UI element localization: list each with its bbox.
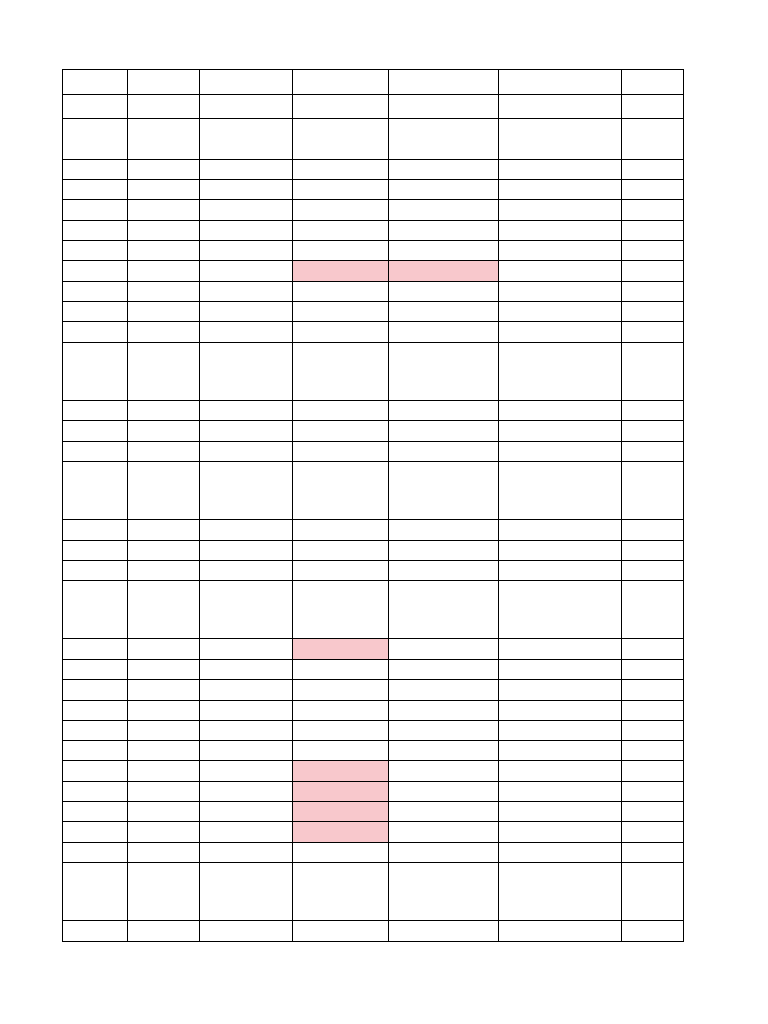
column-header-surname: [292, 118, 388, 159]
empty-cell: [199, 760, 292, 781]
grid-line: [62, 118, 684, 119]
grid-line: [62, 519, 684, 520]
table-cell-position: [127, 920, 199, 941]
table-cell-surname: [292, 540, 388, 560]
table-cell-surname: [292, 659, 388, 679]
table-cell-first-name: [388, 281, 498, 301]
grid-line: [62, 720, 684, 721]
empty-cell: [199, 821, 292, 842]
empty-cell: [621, 240, 683, 260]
grid-line: [62, 740, 684, 741]
table-cell-position: [127, 301, 199, 321]
table-cell-first-name: [388, 700, 498, 720]
empty-cell: [127, 560, 199, 580]
grid-line: [62, 94, 684, 95]
table-cell-first-name: [388, 519, 498, 540]
table-cell-surname: [292, 781, 388, 801]
empty-cell: [199, 420, 292, 441]
table-cell-sn: [62, 801, 127, 821]
grid-line: [62, 281, 684, 282]
table-cell-first-name: [388, 781, 498, 801]
table-cell-sn: [62, 821, 127, 842]
empty-cell: [498, 281, 621, 301]
empty-cell: [498, 801, 621, 821]
table-cell-other-names: [498, 700, 621, 720]
empty-cell: [127, 240, 199, 260]
table-cell-unique-no: [199, 260, 292, 281]
empty-cell: [621, 560, 683, 580]
empty-cell: [199, 920, 292, 941]
table-cell-position: [127, 720, 199, 740]
grid-line: [62, 220, 684, 221]
empty-cell: [292, 321, 388, 342]
grid-line: [62, 659, 684, 660]
grid-line: [62, 920, 684, 921]
empty-cell: [498, 740, 621, 760]
table-cell-other-names: [498, 781, 621, 801]
table-cell-other-names: [498, 179, 621, 199]
empty-cell: [199, 801, 292, 821]
empty-cell: [621, 159, 683, 179]
empty-cell: [498, 220, 621, 240]
top-fragment-cell: [498, 94, 621, 118]
column-header-first-name: [388, 118, 498, 159]
table-cell-sn: [62, 301, 127, 321]
spreadsheet-sheet: [62, 69, 683, 941]
table-cell-surname: [292, 760, 388, 781]
table-cell-sn: [62, 519, 127, 540]
empty-cell: [127, 441, 199, 461]
grid-line: [62, 321, 684, 322]
table-cell-sn: [62, 400, 127, 420]
table-cell-position: [127, 821, 199, 842]
empty-cell: [498, 400, 621, 420]
empty-cell: [199, 301, 292, 321]
empty-cell: [621, 862, 683, 920]
table-cell-position: [127, 781, 199, 801]
table-cell-first-name: [388, 179, 498, 199]
table-cell-surname: [292, 400, 388, 420]
table-cell-first-name: [388, 862, 498, 920]
table-cell-sn: [62, 920, 127, 941]
empty-cell: [127, 321, 199, 342]
empty-cell: [388, 679, 498, 700]
table-cell-position: [127, 700, 199, 720]
table-cell-sn: [62, 580, 127, 638]
grid-line: [62, 781, 684, 782]
grid-line: [62, 580, 684, 581]
table-cell-other-names: [498, 720, 621, 740]
empty-cell: [621, 659, 683, 679]
grid-line: [62, 400, 684, 401]
table-cell-unique-no: [199, 179, 292, 199]
table-cell-unique-no: [199, 580, 292, 638]
table-cell-sn: [62, 179, 127, 199]
empty-cell: [498, 540, 621, 560]
table-cell-sn: [62, 199, 127, 220]
grid-line: [62, 700, 684, 701]
table-cell-position: [127, 659, 199, 679]
table-cell-first-name: [388, 638, 498, 659]
table-cell-other-names: [498, 862, 621, 920]
empty-cell: [498, 260, 621, 281]
grid-line: [683, 69, 684, 942]
grid-line: [62, 420, 684, 421]
table-cell-surname: [292, 862, 388, 920]
empty-cell: [199, 240, 292, 260]
empty-cell: [621, 781, 683, 801]
empty-cell: [621, 441, 683, 461]
grid-line: [498, 69, 499, 942]
empty-cell: [498, 842, 621, 862]
table-cell-position: [127, 400, 199, 420]
table-cell-sn: [62, 638, 127, 659]
table-cell-position: [127, 862, 199, 920]
table-cell-first-name: [388, 199, 498, 220]
table-cell-surname: [292, 700, 388, 720]
table-cell-unique-no: [199, 461, 292, 519]
empty-cell: [498, 760, 621, 781]
table-cell-surname: [292, 821, 388, 842]
empty-cell: [498, 159, 621, 179]
empty-cell: [621, 420, 683, 441]
table-cell-position: [127, 580, 199, 638]
empty-cell: [199, 842, 292, 862]
grid-line: [62, 260, 684, 261]
empty-cell: [199, 560, 292, 580]
table-cell-position: [127, 199, 199, 220]
table-cell-sn: [62, 461, 127, 519]
grid-line: [62, 69, 63, 942]
empty-cell: [498, 321, 621, 342]
empty-cell: [62, 441, 127, 461]
empty-cell: [621, 220, 683, 240]
table-cell-first-name: [388, 920, 498, 941]
column-header-other-names: [498, 118, 621, 159]
grid-line: [127, 69, 128, 942]
grid-line: [62, 560, 684, 561]
table-cell-first-name: [388, 220, 498, 240]
table-cell-first-name: [388, 260, 498, 281]
empty-cell: [621, 540, 683, 560]
table-cell-position: [127, 519, 199, 540]
table-cell-surname: [292, 638, 388, 659]
empty-cell: [498, 821, 621, 842]
grid-line: [62, 862, 684, 863]
empty-cell: [199, 220, 292, 240]
grid-line: [62, 441, 684, 442]
empty-cell: [199, 638, 292, 659]
empty-cell: [621, 821, 683, 842]
table-cell-position: [127, 801, 199, 821]
table-cell-position: [127, 740, 199, 760]
grid-line: [62, 199, 684, 200]
table-cell-first-name: [388, 740, 498, 760]
empty-cell: [199, 659, 292, 679]
empty-cell: [621, 740, 683, 760]
empty-cell: [621, 301, 683, 321]
empty-cell: [127, 679, 199, 700]
grid-line: [62, 821, 684, 822]
table-cell-unique-no: [199, 781, 292, 801]
grid-line: [62, 638, 684, 639]
empty-cell: [199, 740, 292, 760]
table-cell-sn: [62, 740, 127, 760]
table-cell-position: [127, 342, 199, 400]
table-cell-surname: [292, 199, 388, 220]
empty-cell: [62, 679, 127, 700]
table-cell-first-name: [388, 821, 498, 842]
empty-cell: [621, 700, 683, 720]
table-cell-position: [127, 260, 199, 281]
empty-cell: [292, 159, 388, 179]
table-cell-surname: [292, 179, 388, 199]
grid-line: [62, 941, 684, 942]
empty-cell: [621, 842, 683, 862]
grid-line: [62, 342, 684, 343]
grid-line: [292, 69, 293, 942]
table-cell-sn: [62, 260, 127, 281]
table-cell-surname: [292, 342, 388, 400]
empty-cell: [127, 842, 199, 862]
table-cell-other-names: [498, 659, 621, 679]
empty-cell: [621, 519, 683, 540]
grid-line: [62, 540, 684, 541]
table-cell-position: [127, 461, 199, 519]
table-cell-sn: [62, 220, 127, 240]
table-cell-unique-no: [199, 862, 292, 920]
table-cell-surname: [292, 420, 388, 441]
empty-cell: [621, 281, 683, 301]
empty-cell: [388, 560, 498, 580]
table-cell-surname: [292, 260, 388, 281]
empty-cell: [498, 420, 621, 441]
empty-cell: [388, 321, 498, 342]
empty-cell: [621, 199, 683, 220]
empty-cell: [388, 441, 498, 461]
empty-cell: [199, 199, 292, 220]
grid-line: [62, 301, 684, 302]
table-cell-first-name: [388, 400, 498, 420]
table-cell-unique-no: [199, 700, 292, 720]
empty-cell: [621, 342, 683, 400]
empty-cell: [498, 560, 621, 580]
empty-cell: [62, 842, 127, 862]
table-cell-first-name: [388, 420, 498, 441]
table-cell-first-name: [388, 540, 498, 560]
table-cell-surname: [292, 740, 388, 760]
table-cell-first-name: [388, 801, 498, 821]
table-cell-sn: [62, 540, 127, 560]
table-cell-surname: [292, 220, 388, 240]
empty-cell: [199, 159, 292, 179]
empty-cell: [292, 842, 388, 862]
grid-line: [62, 179, 684, 180]
table-cell-surname: [292, 580, 388, 638]
grid-line: [62, 679, 684, 680]
table-cell-position: [127, 540, 199, 560]
table-cell-surname: [292, 920, 388, 941]
table-cell-position: [127, 281, 199, 301]
grid-line: [62, 159, 684, 160]
empty-cell: [621, 321, 683, 342]
empty-cell: [199, 281, 292, 301]
empty-cell: [292, 240, 388, 260]
table-cell-position: [127, 179, 199, 199]
grid-line: [199, 69, 200, 942]
empty-cell: [621, 760, 683, 781]
empty-cell: [498, 240, 621, 260]
table-cell-sn: [62, 659, 127, 679]
table-cell-position: [127, 220, 199, 240]
table-cell-position: [127, 638, 199, 659]
empty-cell: [62, 760, 127, 781]
table-cell-sn: [62, 862, 127, 920]
grid-line: [388, 69, 389, 942]
grid-line: [621, 69, 622, 942]
grid-line: [62, 842, 684, 843]
empty-cell: [388, 760, 498, 781]
empty-cell: [62, 240, 127, 260]
empty-cell: [62, 560, 127, 580]
table-cell-other-names: [498, 199, 621, 220]
grid-line: [62, 461, 684, 462]
top-fragment-cell: [62, 94, 127, 118]
empty-cell: [621, 638, 683, 659]
empty-cell: [62, 321, 127, 342]
empty-cell: [621, 260, 683, 281]
table-cell-surname: [292, 519, 388, 540]
table-cell-surname: [292, 301, 388, 321]
empty-cell: [621, 679, 683, 700]
empty-cell: [199, 441, 292, 461]
empty-cell: [621, 801, 683, 821]
empty-cell: [388, 842, 498, 862]
column-header-staff-id: [621, 118, 683, 159]
table-cell-sn: [62, 720, 127, 740]
empty-cell: [127, 760, 199, 781]
empty-cell: [498, 441, 621, 461]
table-cell-sn: [62, 342, 127, 400]
table-cell-surname: [292, 281, 388, 301]
table-cell-first-name: [388, 580, 498, 638]
table-cell-first-name: [388, 301, 498, 321]
empty-cell: [199, 720, 292, 740]
table-cell-position: [127, 420, 199, 441]
empty-cell: [388, 240, 498, 260]
empty-cell: [498, 301, 621, 321]
grid-line: [62, 240, 684, 241]
table-cell-surname: [292, 720, 388, 740]
empty-cell: [199, 321, 292, 342]
grid-line: [62, 69, 684, 70]
empty-cell: [498, 679, 621, 700]
empty-cell: [621, 920, 683, 941]
empty-cell: [199, 519, 292, 540]
table-cell-sn: [62, 281, 127, 301]
table-cell-first-name: [388, 720, 498, 740]
table-cell-sn: [62, 700, 127, 720]
table-cell-surname: [292, 461, 388, 519]
empty-cell: [621, 720, 683, 740]
empty-cell: [199, 540, 292, 560]
table-cell-first-name: [388, 461, 498, 519]
table-cell-sn: [62, 420, 127, 441]
table-cell-other-names: [498, 461, 621, 519]
table-cell-position: [127, 159, 199, 179]
table-cell-unique-no: [199, 342, 292, 400]
empty-cell: [498, 342, 621, 400]
top-fragment-cell: [62, 69, 127, 94]
empty-cell: [292, 679, 388, 700]
empty-cell: [621, 580, 683, 638]
empty-cell: [388, 159, 498, 179]
table-cell-sn: [62, 781, 127, 801]
table-cell-other-names: [498, 580, 621, 638]
table-cell-first-name: [388, 659, 498, 679]
column-header-unique-no: [199, 118, 292, 159]
empty-cell: [498, 519, 621, 540]
column-header-sn: [62, 118, 127, 159]
empty-cell: [621, 400, 683, 420]
table-cell-sn: [62, 159, 127, 179]
empty-cell: [292, 441, 388, 461]
table-cell-surname: [292, 801, 388, 821]
empty-cell: [199, 400, 292, 420]
empty-cell: [199, 679, 292, 700]
grid-line: [62, 760, 684, 761]
table-cell-first-name: [388, 342, 498, 400]
empty-cell: [621, 461, 683, 519]
column-header-position: [127, 118, 199, 159]
empty-cell: [498, 920, 621, 941]
empty-cell: [498, 638, 621, 659]
empty-cell: [292, 560, 388, 580]
grid-line: [62, 801, 684, 802]
empty-cell: [621, 179, 683, 199]
